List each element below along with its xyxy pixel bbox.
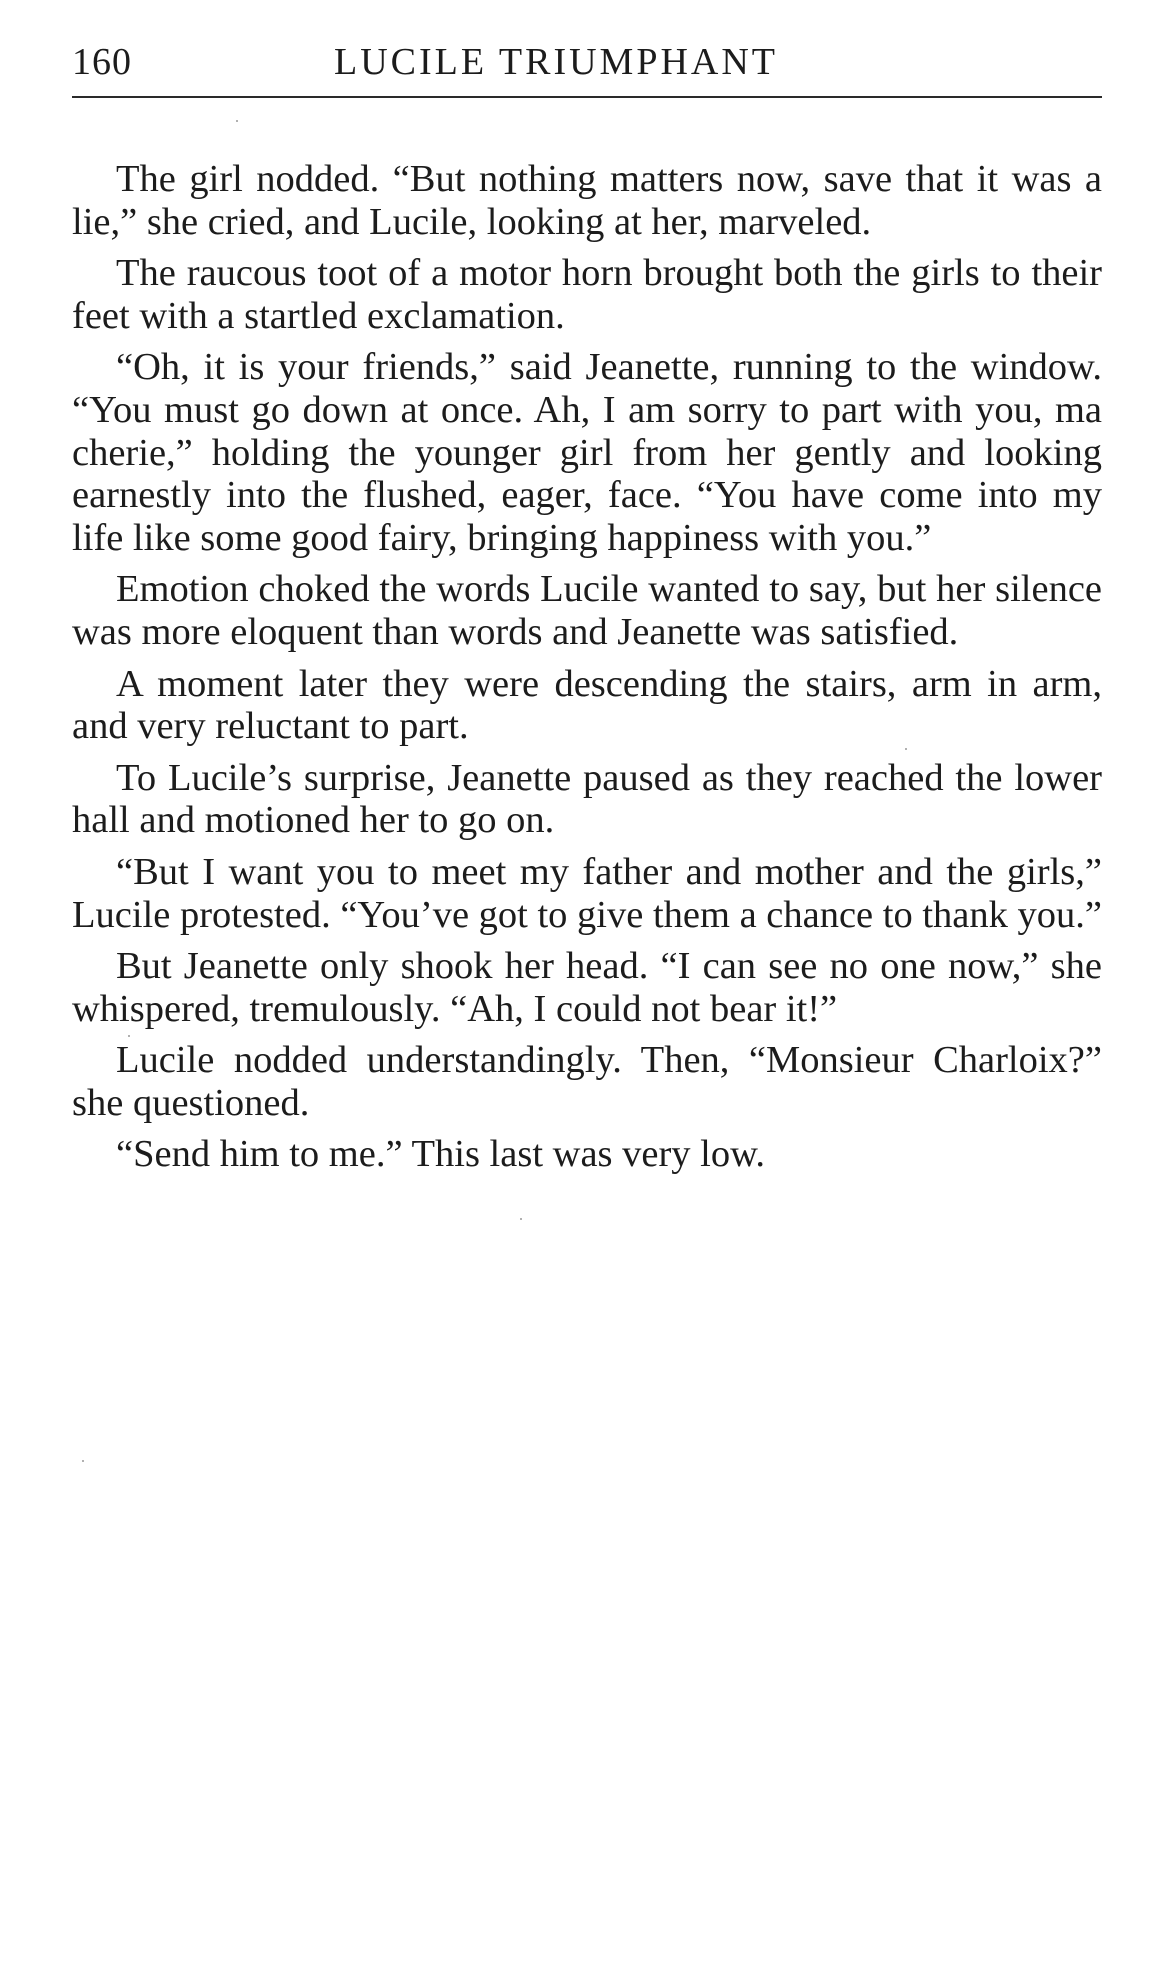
paragraph: “But I want you to meet my father and mother and the girls,” Lucile protested. “You’ve got to give them a chance to thank you.” bbox=[72, 850, 1102, 936]
page-number: 160 bbox=[72, 41, 132, 83]
book-page bbox=[72, 0, 1106, 1965]
paragraph: “Oh, it is your friends,” said Jeanette, running to the window. “You must go down at once. Ah, I am sorry to part with you, ma cherie,” holding the younger girl from her gently and looking earnestly into the flushed, eager, face. “You have come into my life like some good fairy, bringing happiness with you.” bbox=[72, 346, 1102, 559]
paper-speck bbox=[236, 120, 238, 122]
paragraph: But Jeanette only shook her head. “I can see no one now,” she whispered, tremulously. “Ah, I could not bear it!” bbox=[72, 945, 1102, 1030]
paragraph: “Send him to me.” This last was very low. bbox=[116, 1133, 766, 1176]
paragraph: A moment later they were descending the stairs, arm in arm, and very reluctant to part. bbox=[72, 662, 1102, 748]
paragraph: The girl nodded. “But nothing matters now, save that it was a lie,” she cried, and Lucile, looking at her, marveled. bbox=[72, 158, 1102, 243]
paragraph: Lucile nodded understandingly. Then, “Monsieur Charloix?” she questioned. bbox=[72, 1039, 1102, 1124]
running-head bbox=[72, 36, 1102, 98]
paragraph: To Lucile’s surprise, Jeanette paused as they reached the lower hall and motioned her to go on. bbox=[72, 756, 1102, 842]
body-text bbox=[72, 158, 1102, 1185]
paper-speck bbox=[128, 1035, 130, 1037]
running-title: LUCILE TRIUMPHANT bbox=[334, 41, 779, 83]
paper-speck bbox=[905, 748, 907, 750]
paper-speck bbox=[82, 1460, 84, 1462]
paragraph: The raucous toot of a motor horn brought both the girls to their feet with a startled exclamation. bbox=[72, 252, 1102, 337]
paragraph: Emotion choked the words Lucile wanted to say, but her silence was more eloquent than words and Jeanette was satisfied. bbox=[72, 568, 1102, 653]
paper-speck bbox=[520, 1218, 522, 1220]
